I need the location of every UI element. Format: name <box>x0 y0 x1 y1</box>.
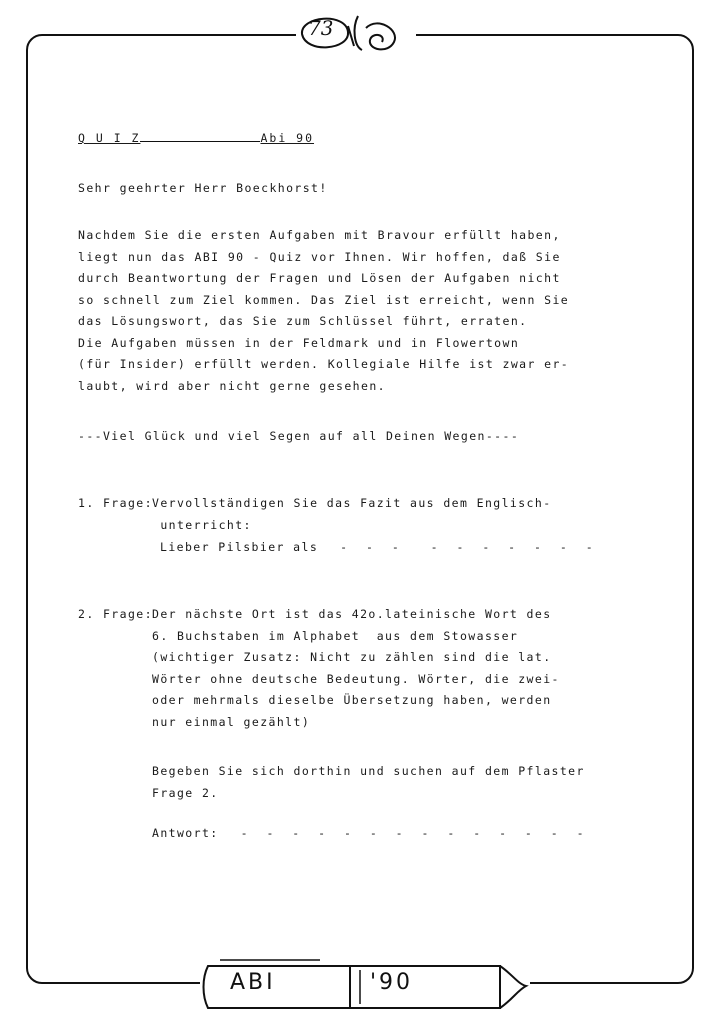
question-2-label: 2. Frage: <box>78 607 153 621</box>
footer-abi-label: ABI <box>230 970 276 995</box>
intro-line: das Lösungswort, das Sie zum Schlüssel führt, erraten. <box>78 314 528 328</box>
abi-title: Abi 90 <box>260 131 315 145</box>
question-1-answer <box>160 537 599 559</box>
quiz-title: Q U I Z <box>78 131 141 145</box>
intro-line: durch Beantwortung der Fragen und Lösen der Aufgaben nicht <box>78 271 561 285</box>
question-1-answer-prefix: Lieber Pilsbier als <box>160 540 319 554</box>
question-2-line: (wichtiger Zusatz: Nicht zu zählen sind die lat. <box>152 650 552 664</box>
footer-year-label: '90 <box>370 970 414 995</box>
heading-underline-spacer <box>140 131 260 142</box>
intro-line: liegt nun das ABI 90 - Quiz vor Ihnen. Wir hoffen, daß Sie <box>78 249 561 264</box>
instruction <box>152 761 585 804</box>
question-1-answer-blank: - - - - - - - - - - <box>340 540 599 554</box>
quiz-heading <box>78 128 314 150</box>
intro-line: Nachdem Sie die ersten Aufgaben mit Bravour erfüllt haben, <box>78 228 561 242</box>
question-2-line: 6. Buchstaben im Alphabet aus dem Stowasser <box>152 628 519 643</box>
intro-line: Die Aufgaben müssen in der Feldmark und in Flowertown <box>78 335 520 350</box>
instruction-line: Begeben Sie sich dorthin und suchen auf dem Pflaster <box>152 764 585 778</box>
question-1-label: 1. Frage: <box>78 496 153 510</box>
question-2-text <box>152 604 560 733</box>
intro-line: (für Insider) erfüllt werden. Kollegiale Hilfe ist zwar er- <box>78 357 570 371</box>
instruction-line: Frage 2. <box>152 785 219 800</box>
intro-line: laubt, wird aber nicht gerne gesehen. <box>78 378 386 393</box>
answer-label: Antwort: <box>152 826 219 840</box>
page-number: 73 <box>308 16 334 40</box>
question-2-line: Wörter ohne deutsche Bedeutung. Wörter, die zwei- <box>152 671 560 686</box>
answer-line <box>152 823 590 845</box>
intro-line: so schnell zum Ziel kommen. Das Ziel ist erreicht, wenn Sie <box>78 292 570 307</box>
question-2-line: Der nächste Ort ist das 42o.lateinische Wort des <box>152 607 552 621</box>
intro-paragraph <box>78 225 569 397</box>
question-1-line: Vervollständigen Sie das Fazit aus dem Englisch- <box>152 496 552 510</box>
question-2-line: oder mehrmals dieselbe Übersetzung haben, werden <box>152 693 552 707</box>
question-1-text <box>152 493 552 536</box>
question-2-line: nur einmal gezählt) <box>152 714 311 729</box>
answer-blank: - - - - - - - - - - - - - - <box>240 826 590 840</box>
question-1-line: unterricht: <box>152 517 252 532</box>
wish-line: ---Viel Glück und viel Segen auf all Deinen Wegen---- <box>78 429 520 443</box>
salutation: Sehr geehrter Herr Boeckhorst! <box>78 181 328 195</box>
